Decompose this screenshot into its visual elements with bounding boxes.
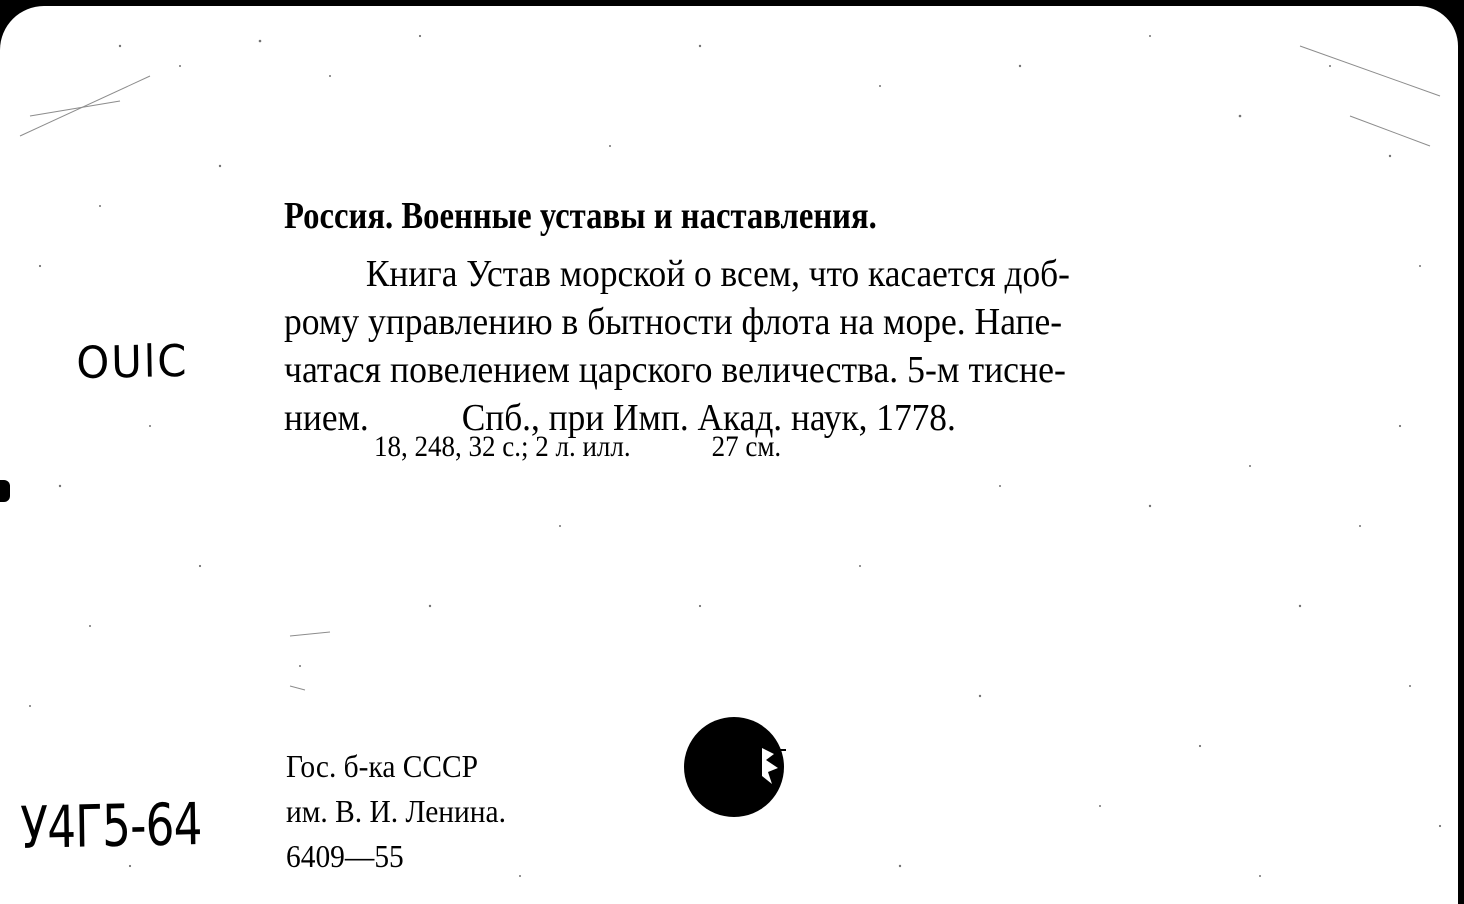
collation-line xyxy=(374,430,781,464)
library-stamp xyxy=(286,744,525,879)
description-line: рому управлению в бытности флота на море. Напе- xyxy=(284,301,1063,343)
imprint: Спб., при Имп. Акад. наук, 1778. xyxy=(461,397,956,439)
description-line: Книга Устав морской о всем, что касается доб- xyxy=(365,253,1070,295)
collation: 18, 248, 32 с.; 2 л. илл. xyxy=(374,430,631,463)
handwritten-shelf-mark-bottom: У4Г5-64 xyxy=(20,789,203,862)
handwritten-shelf-mark-top: OUlC xyxy=(76,335,189,389)
description-line: чатася повелением царского величества. 5-м тисне- xyxy=(284,349,1066,391)
size: 27 см. xyxy=(711,430,782,463)
catalog-heading: Россия. Военные уставы и наставления. xyxy=(284,195,877,237)
library-stamp-line: им. В. И. Ленина. xyxy=(286,793,506,829)
library-stamp-line: 6409—55 xyxy=(286,838,404,874)
catalog-description xyxy=(284,250,1344,442)
punch-hole xyxy=(682,714,786,820)
edge-mark xyxy=(0,480,10,502)
description-line: нием. xyxy=(284,397,369,439)
library-stamp-line: Гос. б-ка СССР xyxy=(286,748,479,784)
catalog-card xyxy=(0,6,1458,904)
